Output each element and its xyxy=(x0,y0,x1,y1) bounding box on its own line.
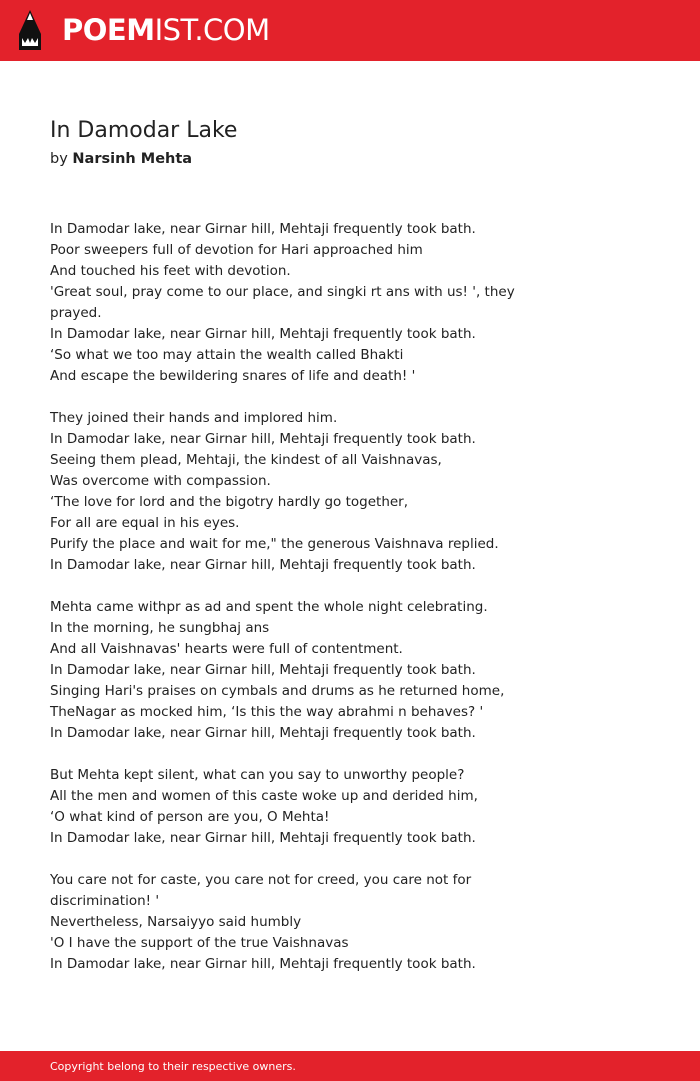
poem-line: They joined their hands and implored him. xyxy=(50,410,338,426)
poem-line: Nevertheless, Narsaiyyo said humbly xyxy=(50,914,302,930)
poem-line: But Mehta kept silent, what can you say to unworthy people? xyxy=(50,767,465,783)
poem-line: ‘So what we too may attain the wealth called Bhakti xyxy=(50,347,404,363)
poem-line: In Damodar lake, near Girnar hill, Mehtaji frequently took bath. xyxy=(50,662,476,678)
poem-line: In Damodar lake, near Girnar hill, Mehtaji frequently took bath. xyxy=(50,431,476,447)
stanza-break xyxy=(50,576,520,597)
poem-line: In Damodar lake, near Girnar hill, Mehtaji frequently took bath. xyxy=(50,557,476,573)
poem-line: Mehta came withpr as ad and spent the whole night celebrating. xyxy=(50,599,488,615)
poem-line: And all Vaishnavas' hearts were full of contentment. xyxy=(50,641,403,657)
poem-line: And escape the bewildering snares of life and death! ' xyxy=(50,368,416,384)
poem-body xyxy=(50,219,520,975)
copyright-text: Copyright belong to their respective owners. xyxy=(50,1060,296,1073)
poem-line: You care not for caste, you care not for creed, you care not for xyxy=(50,872,472,888)
site-header xyxy=(0,0,700,61)
logo-bold-text: POEM xyxy=(62,13,155,47)
stanza-break xyxy=(50,387,520,408)
poem-line: In Damodar lake, near Girnar hill, Mehtaji frequently took bath. xyxy=(50,326,476,342)
poem-line: TheNagar as mocked him, ‘Is this the way abrahmi n behaves? ' xyxy=(50,704,484,720)
poem-line: ‘The love for lord and the bigotry hardly go together, xyxy=(50,494,409,510)
byline-prefix: by xyxy=(50,151,68,167)
site-logo-wordmark[interactable] xyxy=(62,12,270,48)
poem-line: Poor sweepers full of devotion for Hari approached him xyxy=(50,242,423,258)
poem-line: Seeing them plead, Mehtaji, the kindest of all Vaishnavas, xyxy=(50,452,442,468)
poem-line: In Damodar lake, near Girnar hill, Mehtaji frequently took bath. xyxy=(50,956,476,972)
site-footer xyxy=(0,1051,700,1081)
poem-line: In Damodar lake, near Girnar hill, Mehtaji frequently took bath. xyxy=(50,725,476,741)
poem-line: 'O I have the support of the true Vaishnavas xyxy=(50,935,349,951)
author-name: Narsinh Mehta xyxy=(72,151,193,167)
poem-line: discrimination! ' xyxy=(50,893,160,909)
poem-line: In Damodar lake, near Girnar hill, Mehtaji frequently took bath. xyxy=(50,221,476,237)
poem-line: prayed. xyxy=(50,305,102,321)
logo-light-text: IST.COM xyxy=(154,13,270,47)
poem-line: Singing Hari's praises on cymbals and drums as he returned home, xyxy=(50,683,505,699)
poem-line: Was overcome with compassion. xyxy=(50,473,271,489)
poem-title: In Damodar Lake xyxy=(50,118,238,143)
poem-line: ‘O what kind of person are you, O Mehta! xyxy=(50,809,330,825)
stanza-break xyxy=(50,849,520,870)
pencil-logo-icon[interactable] xyxy=(18,10,42,52)
poem-byline xyxy=(50,148,192,170)
poem-line: In the morning, he sungbhaj ans xyxy=(50,620,270,636)
poem-line: 'Great soul, pray come to our place, and singki rt ans with us! ', they xyxy=(50,284,515,300)
poem-line: And touched his feet with devotion. xyxy=(50,263,291,279)
poem-line: In Damodar lake, near Girnar hill, Mehtaji frequently took bath. xyxy=(50,830,476,846)
poem-line: Purify the place and wait for me," the generous Vaishnava replied. xyxy=(50,536,499,552)
poem-line: All the men and women of this caste woke up and derided him, xyxy=(50,788,478,804)
stanza-break xyxy=(50,744,520,765)
poem-line: For all are equal in his eyes. xyxy=(50,515,240,531)
